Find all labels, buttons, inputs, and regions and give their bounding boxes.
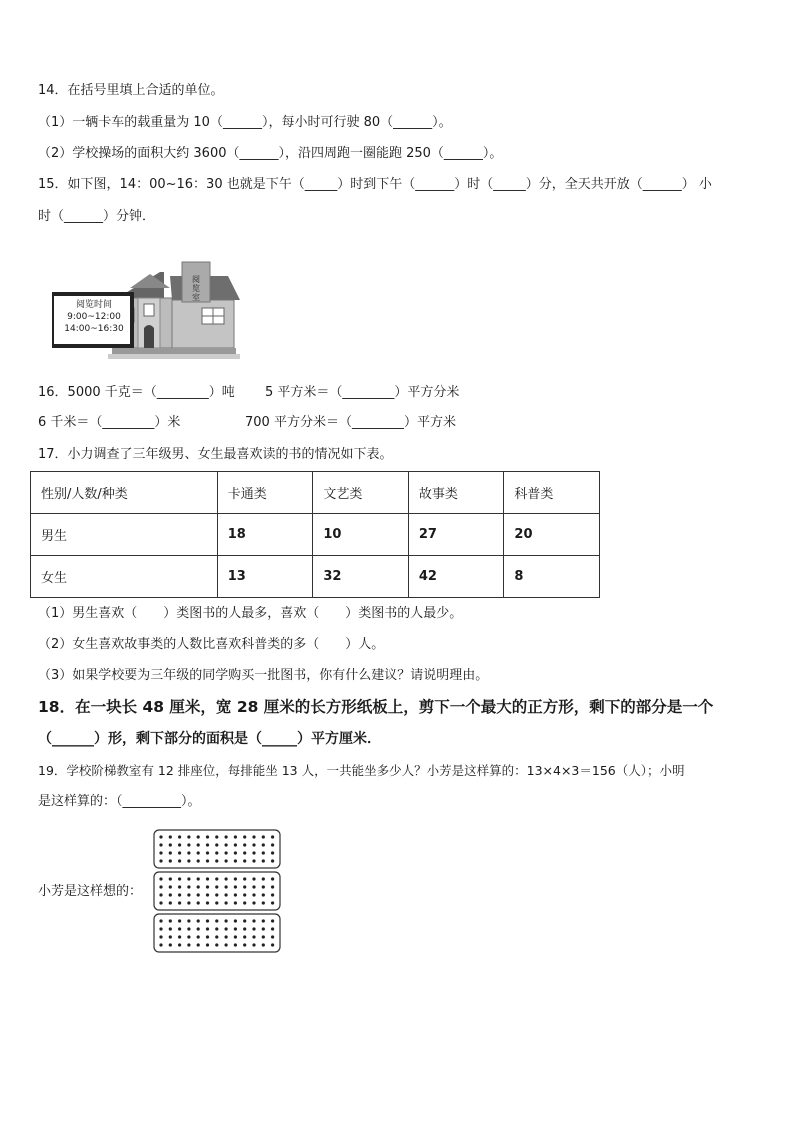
seat-dot: [243, 851, 246, 854]
seat-dot: [215, 943, 218, 946]
seat-dot: [178, 877, 181, 880]
seat-dot: [271, 927, 274, 930]
seat-dot-diagram: [153, 829, 281, 953]
seat-dot: [159, 859, 162, 862]
seat-dot: [252, 835, 255, 838]
seat-dot: [206, 843, 209, 846]
seat-dot: [243, 943, 246, 946]
q19-line1: 19．学校阶梯教室有 12 排座位，每排能坐 13 人，一共能坐多少人？小芳是这样算的：13×4×3＝156（人）；小明: [38, 763, 685, 778]
table-cell: 13: [217, 556, 313, 598]
q16-b: 5 平方米＝（________）平方分米: [265, 385, 460, 400]
building-label-char-3: 室: [192, 293, 200, 302]
seat-dot: [206, 943, 209, 946]
seat-dot: [215, 877, 218, 880]
seat-dot: [234, 943, 237, 946]
table-row: [31, 514, 600, 556]
seat-dot: [243, 877, 246, 880]
seat-dot: [169, 893, 172, 896]
sign-time-morning: 9:00~12:00: [67, 312, 121, 322]
seat-dot: [262, 859, 265, 862]
table-cell: 女生: [31, 556, 218, 598]
seat-dot: [169, 851, 172, 854]
seat-dot: [271, 885, 274, 888]
q17-sub1: （1）男生喜欢（ ）类图书的人最多，喜欢（ ）类图书的人最少。: [38, 606, 463, 621]
seat-dot: [234, 851, 237, 854]
seat-dot: [252, 859, 255, 862]
seat-dot: [178, 943, 181, 946]
seat-dot: [169, 877, 172, 880]
seat-dot: [169, 943, 172, 946]
q16-c: 6 千米＝（________）米: [38, 415, 181, 430]
seat-dot: [159, 835, 162, 838]
seat-dot: [252, 901, 255, 904]
seat-dot: [271, 877, 274, 880]
seat-dot: [243, 835, 246, 838]
seat-dot: [178, 919, 181, 922]
seat-dot: [262, 885, 265, 888]
seat-dot: [169, 927, 172, 930]
seat-dot: [262, 835, 265, 838]
seat-dot: [252, 935, 255, 938]
seat-dot: [206, 927, 209, 930]
seat-dot: [169, 935, 172, 938]
q17-sub2: （2）女生喜欢故事类的人数比喜欢科普类的多（ ）人。: [38, 637, 385, 652]
seat-dot: [225, 843, 228, 846]
seat-dot: [252, 893, 255, 896]
seat-dot: [197, 935, 200, 938]
table-cell: 42: [408, 556, 504, 598]
seat-dot: [271, 851, 274, 854]
seat-dot: [234, 877, 237, 880]
q17-title: 17．小力调查了三年级男、女生最喜欢读的书的情况如下表。: [38, 447, 393, 462]
seat-dot: [252, 943, 255, 946]
seat-dot: [271, 835, 274, 838]
seat-dot: [206, 919, 209, 922]
seat-dot: [206, 835, 209, 838]
q19-caption: 小芳是这样想的：: [38, 884, 143, 899]
seat-dot: [215, 859, 218, 862]
seat-dot: [206, 901, 209, 904]
seat-dot: [262, 877, 265, 880]
seat-dot: [215, 935, 218, 938]
seat-dot: [225, 893, 228, 896]
table-header-cell: 文艺类: [313, 472, 409, 514]
seat-dot: [169, 901, 172, 904]
seat-dot: [215, 919, 218, 922]
reading-survey-table: [30, 471, 600, 598]
table-header-row: [31, 472, 600, 514]
building-label-char-2: 览: [192, 284, 200, 293]
seat-dot: [271, 893, 274, 896]
seat-dot: [206, 859, 209, 862]
seat-dot: [234, 843, 237, 846]
seat-dot: [252, 877, 255, 880]
seat-dot: [262, 893, 265, 896]
seat-dot: [234, 859, 237, 862]
q17-sub3: （3）如果学校要为三年级的同学购买一批图书，你有什么建议？请说明理由。: [38, 668, 489, 683]
seat-dot: [225, 835, 228, 838]
seat-dot: [215, 885, 218, 888]
seat-dot: [271, 901, 274, 904]
seat-dot: [187, 835, 190, 838]
seat-dot: [262, 935, 265, 938]
table-row: [31, 556, 600, 598]
seat-dot: [225, 935, 228, 938]
table-cell: 20: [504, 514, 600, 556]
seat-dot: [225, 851, 228, 854]
seat-dot: [243, 935, 246, 938]
seat-dot: [252, 843, 255, 846]
seat-dot: [252, 927, 255, 930]
seat-dot: [206, 935, 209, 938]
q14-part2: （2）学校操场的面积大约 3600（______），沿四周跑一圈能跑 250（______）。: [38, 146, 503, 161]
seat-dot: [187, 859, 190, 862]
q16-d: 700 平方分米＝（________）平方米: [245, 415, 456, 430]
seat-dot: [159, 901, 162, 904]
seat-dot: [234, 885, 237, 888]
seat-dot: [159, 935, 162, 938]
seat-dot: [252, 919, 255, 922]
seat-dot: [225, 877, 228, 880]
seat-dot: [215, 851, 218, 854]
seat-dot: [234, 927, 237, 930]
seat-dot: [197, 901, 200, 904]
opening-hours-sign: [56, 299, 132, 335]
seat-dot: [225, 885, 228, 888]
seat-dot: [159, 851, 162, 854]
seat-dot: [243, 885, 246, 888]
table-cell: 18: [217, 514, 313, 556]
seat-dot: [197, 927, 200, 930]
table-header-cell: 故事类: [408, 472, 504, 514]
seat-dot: [234, 935, 237, 938]
seat-dot: [178, 927, 181, 930]
seat-dot: [215, 893, 218, 896]
seat-dot: [159, 927, 162, 930]
seat-dot: [215, 843, 218, 846]
seat-dot: [271, 843, 274, 846]
building-label-char-1: 阅: [192, 275, 200, 284]
q15-line1: 15．如下图，14：00~16：30 也就是下午（_____）时到下午（______）时（_____）分，全天共开放（______） 小: [38, 177, 712, 192]
seat-dot: [178, 935, 181, 938]
seat-dot: [206, 885, 209, 888]
q16-a: 16．5000 千克＝（________）吨: [38, 385, 235, 400]
seat-dot: [178, 859, 181, 862]
seat-dot: [197, 885, 200, 888]
seat-dot: [197, 835, 200, 838]
seat-dot: [187, 877, 190, 880]
q19-line2: 是这样算的：（_________）。: [38, 794, 201, 809]
seat-dot: [243, 859, 246, 862]
seat-dot: [159, 885, 162, 888]
q18-line2: （______）形，剩下部分的面积是（_____）平方厘米．: [38, 731, 381, 747]
table-header-cell: 科普类: [504, 472, 600, 514]
table-cell: 8: [504, 556, 600, 598]
seat-dot: [262, 851, 265, 854]
seat-dot: [187, 885, 190, 888]
sign-time-afternoon: 14:00~16:30: [64, 324, 124, 334]
seat-dot: [215, 901, 218, 904]
seat-dot: [262, 927, 265, 930]
seat-dot: [271, 943, 274, 946]
seat-dot: [225, 859, 228, 862]
seat-dot: [159, 943, 162, 946]
seat-dot: [187, 893, 190, 896]
seat-dot: [262, 919, 265, 922]
sign-title: 阅览时间: [75, 300, 112, 310]
seat-dot: [262, 943, 265, 946]
seat-dot: [159, 877, 162, 880]
seat-dot: [234, 893, 237, 896]
seat-dot: [225, 919, 228, 922]
seat-dot: [262, 901, 265, 904]
seat-dot: [234, 835, 237, 838]
table-header-cell: 性别/人数/种类: [31, 472, 218, 514]
table-cell: 男生: [31, 514, 218, 556]
seat-dot: [252, 885, 255, 888]
seat-dot: [225, 943, 228, 946]
seat-dot: [187, 901, 190, 904]
seat-dot: [197, 851, 200, 854]
seat-dot: [197, 893, 200, 896]
table-cell: 32: [313, 556, 409, 598]
seat-dot: [225, 927, 228, 930]
seat-dot: [197, 877, 200, 880]
seat-dot: [271, 935, 274, 938]
seat-dot: [178, 843, 181, 846]
seat-dot: [271, 919, 274, 922]
seat-dot: [178, 885, 181, 888]
seat-dot: [187, 919, 190, 922]
seat-dot: [206, 851, 209, 854]
seat-dot: [187, 851, 190, 854]
seat-dot: [178, 851, 181, 854]
table-cell: 10: [313, 514, 409, 556]
seat-dot: [187, 935, 190, 938]
seat-dot: [243, 893, 246, 896]
q18-line1: 18．在一块长 48 厘米，宽 28 厘米的长方形纸板上，剪下一个最大的正方形，剩下的部分是一个: [38, 698, 714, 716]
seat-dot: [262, 843, 265, 846]
seat-dot: [197, 859, 200, 862]
seat-dot: [271, 859, 274, 862]
seat-dot: [187, 943, 190, 946]
seat-dot: [178, 893, 181, 896]
seat-dot: [225, 901, 228, 904]
q14-part1: （1）一辆卡车的载重量为 10（______），每小时可行驶 80（______）。: [38, 115, 452, 130]
seat-dot: [206, 877, 209, 880]
seat-dot: [206, 893, 209, 896]
seat-dot: [169, 885, 172, 888]
seat-dot: [243, 843, 246, 846]
q14-title: 14．在括号里填上合适的单位。: [38, 83, 224, 98]
seat-dot: [252, 851, 255, 854]
seat-dot: [243, 919, 246, 922]
q15-line2: 时（______）分钟．: [38, 209, 156, 224]
seat-dot: [178, 901, 181, 904]
seat-dot: [187, 843, 190, 846]
seat-dot: [234, 901, 237, 904]
seat-dot: [187, 927, 190, 930]
seat-dot: [234, 919, 237, 922]
seat-dot: [243, 927, 246, 930]
seat-dot: [243, 901, 246, 904]
seat-dot: [159, 893, 162, 896]
seat-dot: [169, 835, 172, 838]
seat-dot: [159, 843, 162, 846]
seat-dot: [169, 859, 172, 862]
table-header-cell: 卡通类: [217, 472, 313, 514]
seat-dot: [215, 835, 218, 838]
seat-dot: [159, 919, 162, 922]
seat-dot: [197, 919, 200, 922]
table-cell: 27: [408, 514, 504, 556]
seat-dot: [197, 943, 200, 946]
seat-dot: [215, 927, 218, 930]
seat-dot: [169, 843, 172, 846]
seat-dot: [178, 835, 181, 838]
seat-dot: [169, 919, 172, 922]
seat-dot: [197, 843, 200, 846]
